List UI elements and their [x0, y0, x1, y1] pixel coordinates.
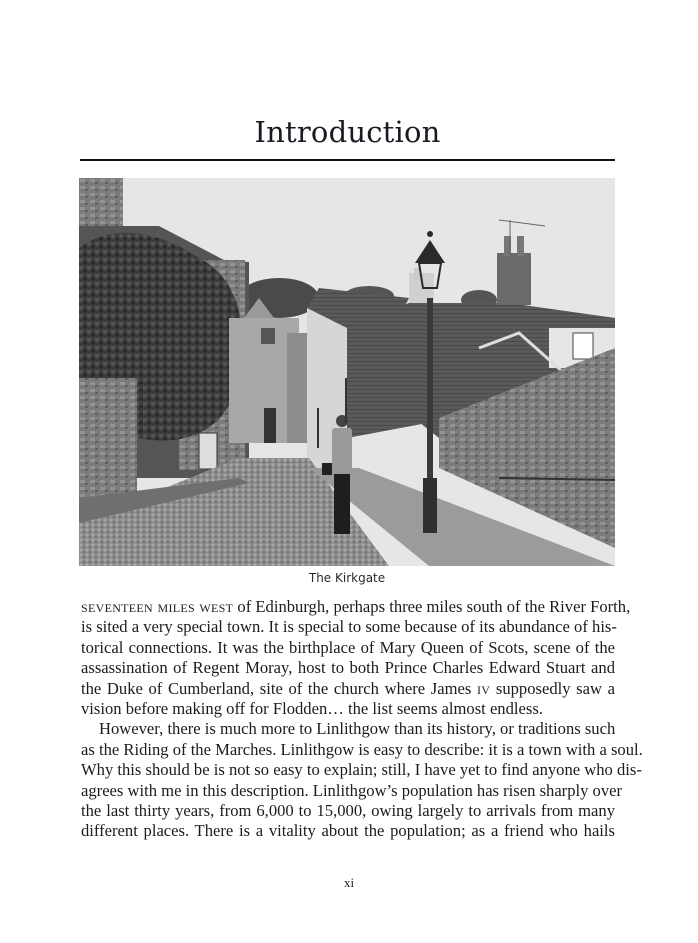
text-line: as the Riding of the Marches. Linlithgow is easy to describe: it is a town with a soul. — [81, 739, 643, 759]
page-number: xi — [343, 875, 355, 890]
text-line: the Duke of Cumberland, site of the church where James iv supposedly saw a — [81, 678, 615, 698]
photo-caption: The Kirkgate — [308, 571, 386, 585]
paragraph-2 — [81, 719, 643, 841]
text-line: assassination of Regent Moray, host to both Prince Charles Edward Stuart and — [81, 658, 615, 678]
text-line: torical connections. It was the birthplace of Mary Queen of Scots, scene of the — [81, 637, 615, 657]
text-line: different places. There is a vitality about the population; as a friend who hails — [81, 821, 615, 841]
body-text — [81, 597, 643, 842]
distant-lamp — [317, 408, 319, 448]
roman-numeral: iv — [476, 678, 491, 698]
chapter-title: Introduction — [254, 115, 441, 149]
distant-lamp — [345, 378, 347, 423]
text-line: the last thirty years, from 6,000 to 15,000, owing largely to arrivals from many — [81, 800, 615, 820]
text-line: Why this should be is not so easy to explain; still, I have yet to find anyone who dis- — [81, 760, 642, 780]
opening-small-caps: seventeen miles west — [81, 597, 234, 616]
text-line: However, there is much more to Linlithgow than its history, or traditions such — [99, 719, 616, 739]
text-line: seventeen miles west of Edinburgh, perhaps three miles south of the River Forth, — [81, 597, 631, 616]
text-line: is sited a very special town. It is special to some because of its abundance of his- — [81, 617, 617, 637]
left-wall — [79, 378, 137, 508]
title-rule — [80, 159, 615, 161]
kirkgate-photo — [79, 178, 615, 566]
paragraph-1 — [81, 597, 631, 719]
centre-building — [229, 298, 307, 443]
text-line: agrees with me in this description. Linlithgow’s population has risen sharply over — [81, 780, 623, 800]
text-line: vision before making off for Flodden… the list seems almost endless. — [81, 698, 543, 718]
